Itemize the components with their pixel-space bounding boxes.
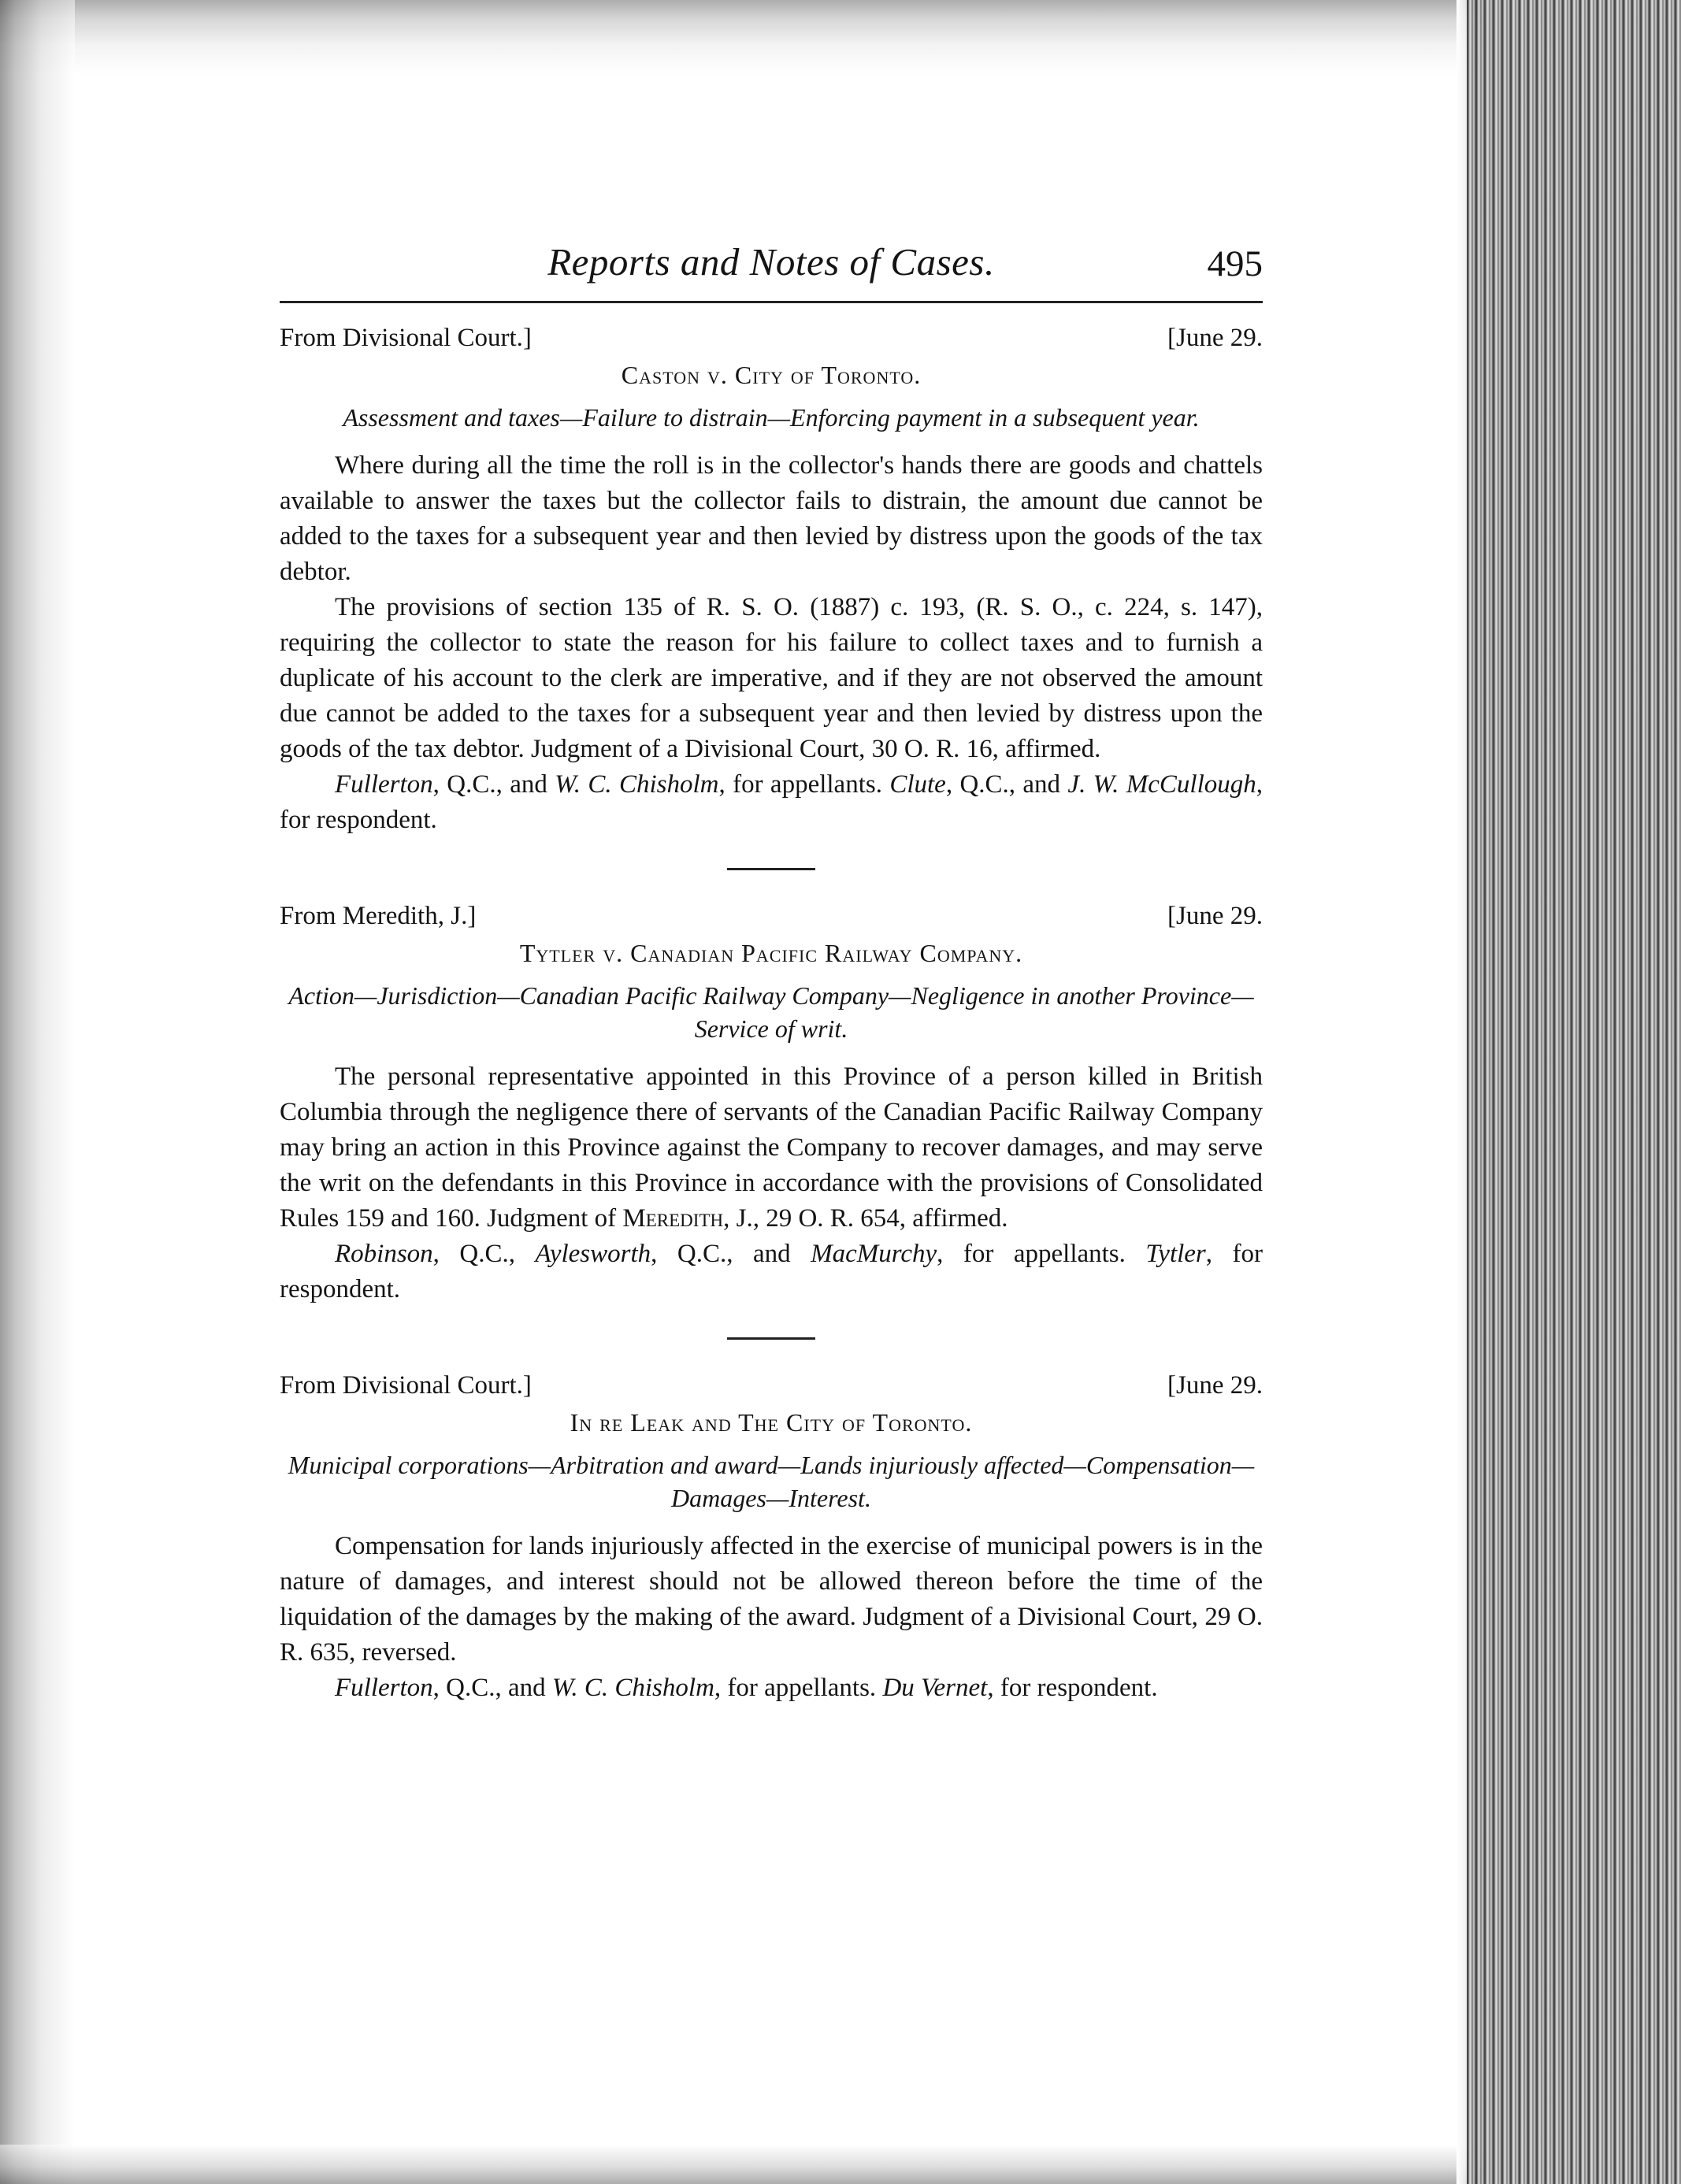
page-content	[280, 236, 1263, 1706]
case-counsel	[280, 1670, 1263, 1706]
running-head	[280, 236, 1263, 298]
scan-shadow-left	[0, 0, 75, 2184]
case-headnote: Municipal corporations—Arbitration and award—Lands injuriously affected—Compensation—Damages—Interest.	[288, 1451, 1255, 1512]
counsel-name: W. C. Chisholm	[551, 1674, 714, 1702]
counsel-text: , for appellants.	[718, 770, 890, 799]
counsel-name: Du Vernet	[882, 1674, 988, 1702]
counsel-text: , for appellants.	[937, 1240, 1146, 1268]
case-counsel	[280, 1237, 1263, 1307]
counsel-text: , for respondent.	[987, 1674, 1158, 1702]
case-court-line	[280, 321, 1263, 355]
scan-shadow-top	[0, 0, 1481, 75]
case-entry	[280, 1368, 1263, 1706]
counsel-text: , Q.C., and	[945, 770, 1068, 799]
case-paragraph: Where during all the time the roll is in the collector's hands there are goods and chattels available to answer the taxes but the collector fails to distrain, the amount due cannot be added to the taxes for a subsequent year and then levied by distress upon the goods of the tax debtor.	[280, 451, 1263, 586]
from-court: From Divisional Court.]	[280, 1371, 532, 1400]
judge-name: Meredith	[622, 1204, 724, 1233]
case-entry	[280, 321, 1263, 838]
counsel-text: , Q.C., and	[651, 1240, 811, 1268]
case-title: In re Leak and The City of Toronto.	[570, 1408, 973, 1437]
paragraph-text: , J., 29 O. R. 654, affirmed.	[723, 1204, 1008, 1233]
case-separator	[727, 1337, 815, 1340]
counsel-name: Robinson	[335, 1240, 433, 1268]
counsel-text: , for respondent.	[280, 770, 1263, 834]
counsel-name: MacMurchy	[811, 1240, 937, 1268]
case-date: [June 29.	[1167, 324, 1263, 352]
counsel-text: , Q.C.,	[432, 1240, 536, 1268]
counsel-name: W. C. Chisholm	[555, 770, 719, 799]
counsel-text: , Q.C., and	[432, 1674, 552, 1702]
paragraph-text: The personal representative appointed in this Province of a person killed in British Columbia through the negligence there of servants of the Canadian Pacific Railway Company may bring an action in this Province against the Company to recover damages, and may serve the writ on the defendants in this Province in accordance with the provisions of Consolidated Rules 159 and 160. Judgment of	[280, 1062, 1263, 1233]
case-court-line	[280, 899, 1263, 933]
case-paragraph: The provisions of section 135 of R. S. O. (1887) c. 193, (R. S. O., c. 224, s. 147), requiring the collector to state the reason for his failure to collect taxes and to furnish a duplicate of his account to the clerk are imperative, and if they are not observed the amount due cannot be added to the taxes for a subsequent year and then levied by distress upon the goods of the tax debtor. Judgment of a Divisional Court, 30 O. R. 16, affirmed.	[280, 593, 1263, 763]
scan-shadow-bottom	[0, 2145, 1481, 2184]
counsel-name: Fullerton	[335, 1674, 433, 1702]
case-paragraph	[280, 1059, 1263, 1237]
case-title: Tytler v. Canadian Pacific Railway Company.	[519, 939, 1023, 967]
case-date: [June 29.	[1167, 902, 1263, 930]
counsel-name: Aylesworth	[535, 1240, 651, 1268]
counsel-text: , for appellants.	[714, 1674, 883, 1702]
case-counsel	[280, 767, 1263, 838]
case-headnote: Action—Jurisdiction—Canadian Pacific Railway Company—Negligence in another Province—Service of writ.	[288, 981, 1254, 1043]
counsel-name: Fullerton	[335, 770, 433, 799]
page-number: 495	[1207, 243, 1263, 284]
counsel-text: , for respondent.	[280, 1240, 1263, 1303]
case-court-line	[280, 1368, 1263, 1403]
case-paragraph: Compensation for lands injuriously affected in the exercise of municipal powers is in the nature of damages, and interest should not be allowed thereon before the time of the liquidation of the damages by the making of the award. Judgment of a Divisional Court, 29 O. R. 635, reversed.	[280, 1532, 1263, 1667]
counsel-name: Tytler	[1145, 1240, 1206, 1268]
from-court: From Divisional Court.]	[280, 324, 532, 352]
case-entry	[280, 899, 1263, 1307]
header-rule	[280, 301, 1263, 303]
case-headnote: Assessment and taxes—Failure to distrain—Enforcing payment in a subsequent year.	[343, 403, 1200, 432]
running-title: Reports and Notes of Cases.	[547, 240, 995, 284]
counsel-text: , Q.C., and	[432, 770, 555, 799]
case-title: Caston v. City of Toronto.	[621, 361, 922, 389]
case-date: [June 29.	[1167, 1371, 1263, 1400]
book-page-edges	[1467, 0, 1681, 2184]
counsel-name: J. W. McCullough	[1067, 770, 1256, 799]
case-separator	[727, 868, 815, 870]
from-court: From Meredith, J.]	[280, 902, 477, 930]
counsel-name: Clute	[889, 770, 946, 799]
